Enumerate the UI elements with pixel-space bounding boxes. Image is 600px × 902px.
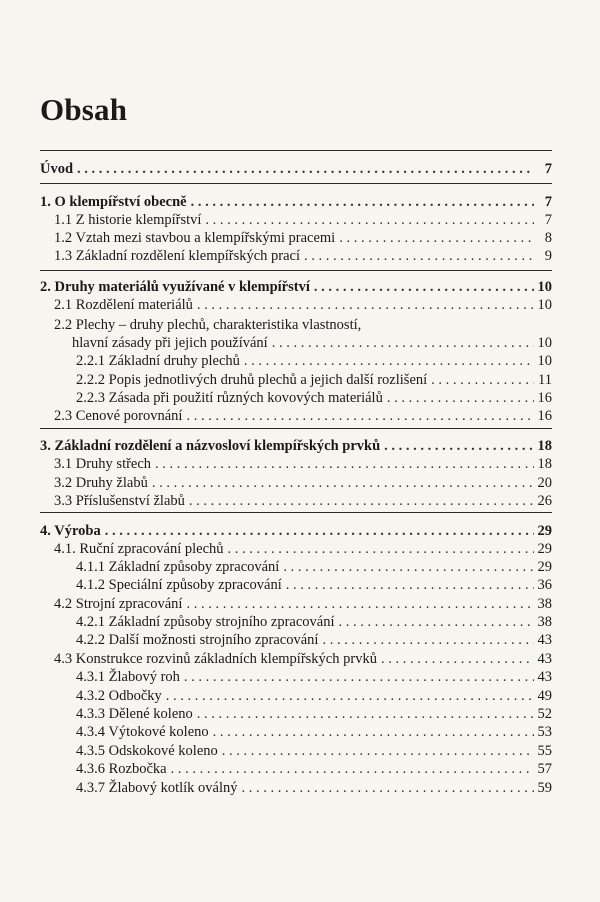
toc-entry[interactable]: 2.2.3 Zásada při použití různých kovových materiálů . . . 16 <box>40 389 552 407</box>
toc-entry[interactable]: 3.2 Druhy žlabů . . . 20 <box>40 474 552 492</box>
toc-entry[interactable]: 1.2 Vztah mezi stavbou a klempířskými pracemi . . . 8 <box>40 229 552 247</box>
toc-entry[interactable]: 4.3.3 Dělené koleno . . . 52 <box>40 705 552 723</box>
toc-entry[interactable]: 4.3.1 Žlabový roh . . . 43 <box>40 668 552 686</box>
toc-entry[interactable]: hlavní zásady při jejich používání . . . 10 <box>40 334 552 352</box>
toc-entry[interactable]: 4.3.2 Odbočky . . . 49 <box>40 687 552 705</box>
section-divider <box>40 512 552 513</box>
toc-entry[interactable]: 4.3.6 Rozbočka . . . 57 <box>40 760 552 778</box>
toc-entry[interactable]: 4.3.5 Odskokové koleno . . . 55 <box>40 742 552 760</box>
section-divider <box>40 150 552 151</box>
toc-entry[interactable]: 4.1.1 Základní způsoby zpracování . . . 29 <box>40 558 552 576</box>
toc-entry[interactable]: 4.1.2 Speciální způsoby zpracování . . . 36 <box>40 576 552 594</box>
toc-entry[interactable]: 4.3.4 Výtokové koleno . . . 53 <box>40 723 552 741</box>
toc-entry[interactable]: 1.3 Základní rozdělení klempířských prací . . . 9 <box>40 247 552 265</box>
toc-entry[interactable]: 4.3.7 Žlabový kotlík oválný . . . 59 <box>40 779 552 797</box>
toc-entry[interactable]: 4.2 Strojní zpracování . . . 38 <box>40 595 552 613</box>
toc-entry[interactable]: 4.3 Konstrukce rozvinů základních klempířských prvků . . . 43 <box>40 650 552 668</box>
toc-entry[interactable]: 1. O klempířství obecně . . . 7 <box>40 193 552 211</box>
toc-entry[interactable]: 4.2.1 Základní způsoby strojního zpracování . . . 38 <box>40 613 552 631</box>
toc-entry[interactable]: 1.1 Z historie klempířství . . . 7 <box>40 211 552 229</box>
toc-entry[interactable]: Úvod . . . 7 <box>40 160 552 178</box>
toc-entry[interactable]: 3.3 Příslušenství žlabů . . . 26 <box>40 492 552 510</box>
toc-entry[interactable]: 3. Základní rozdělení a názvosloví klempířských prvků . . . 18 <box>40 437 552 455</box>
toc-entry[interactable]: 4.1. Ruční zpracování plechů . . . 29 <box>40 540 552 558</box>
section-divider <box>40 183 552 184</box>
section-divider <box>40 428 552 429</box>
page-title: Obsah <box>40 92 128 127</box>
toc-entry[interactable]: 2.2.1 Základní druhy plechů . . . 10 <box>40 352 552 370</box>
toc-entry[interactable]: 2.2.2 Popis jednotlivých druhů plechů a jejich další rozlišení . . . 11 <box>40 371 552 389</box>
toc-entry[interactable]: 3.1 Druhy střech . . . 18 <box>40 455 552 473</box>
toc-entry[interactable]: 4.2.2 Další možnosti strojního zpracování . . . 43 <box>40 631 552 649</box>
toc-entry[interactable]: 2. Druhy materiálů využívané v klempířství . . . 10 <box>40 278 552 296</box>
toc-entry[interactable]: 2.3 Cenové porovnání . . . 16 <box>40 407 552 425</box>
section-divider <box>40 270 552 271</box>
toc-entry[interactable]: 4. Výroba . . . 29 <box>40 522 552 540</box>
toc-entry[interactable]: 2.1 Rozdělení materiálů . . . 10 <box>40 296 552 314</box>
toc-entry[interactable]: 2.2 Plechy – druhy plechů, charakteristika vlastností, <box>54 317 362 333</box>
